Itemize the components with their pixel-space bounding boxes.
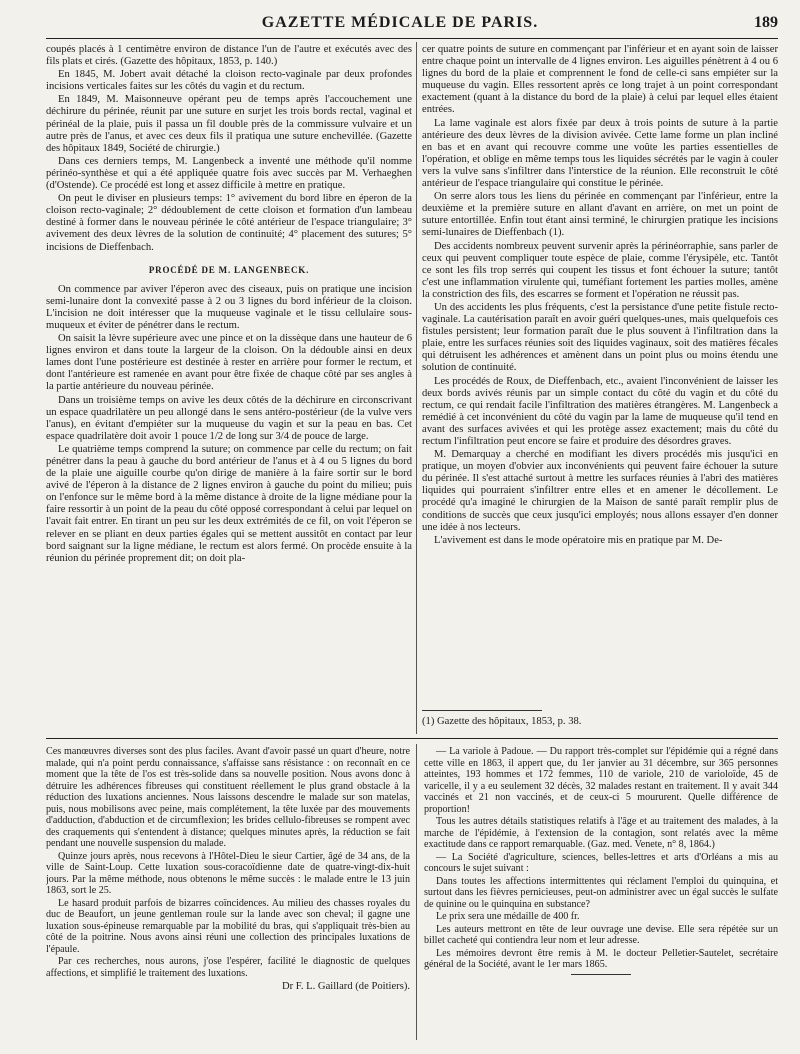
paragraph: Un des accidents les plus fréquents, c'est la persistance d'une petite fistule recto-vaginale. La cautérisation paraît en avoir guéri quelques-unes, mais quelquefois ces fistules persistent; leur formation paraît due le plus souvent à l'infiltration dans la plaie, entre les surfaces réunies soit des liquides vaginaux, soit des matières fécales qui détruisent les adhérences et amènent dans un point plus ou moins étendu une solution de continuité. [422, 301, 778, 374]
paragraph: — La Société d'agriculture, sciences, belles-lettres et arts d'Orléans a mis au concours le sujet suivant : [424, 851, 778, 874]
paragraph: Quinze jours après, nous recevons à l'Hôtel-Dieu le sieur Cartier, âgé de 34 ans, de la ville de Saint-Loup. Cette luxation sous-coracoïdienne date de quatre-vingt-dix-huit jours. Par la même méthode, nous obtenons le même succès : le malade entre le 13 juin 1863, sort le 25. [46, 850, 410, 896]
journal-title: GAZETTE MÉDICALE DE PARIS. [261, 14, 539, 31]
section-divider-rule [46, 738, 778, 739]
paragraph: Les procédés de Roux, de Dieffenbach, etc., avaient l'inconvénient de laisser les deux bords avivés réunis par un simple contact du côté du vagin et du côté du rectum, ce qui rendait facile l'infiltration des matières étrangères. M. Langenbeck a remédié à cet inconvénient du côté du vagin par la lame de muqueuse qu'il tend en avant des surfaces avivées et qui les protège assez exactement; mais du côté du rectum l'infiltration peut encore se faire et produire des désordres graves. [422, 375, 778, 447]
section-heading: PROCÉDÉ DE M. LANGENBECK. [148, 264, 310, 275]
paragraph: Le prix sera une médaille de 400 fr. [436, 911, 580, 922]
paragraph: Dans toutes les affections intermittentes qui réclament l'emploi du quinquina, et surtout dans les fièvres pernicieuses, peut-on administrer avec un égal succès le sulfate de quinine ou le quinquina en substance? [424, 875, 778, 910]
page-number: 189 [754, 14, 778, 31]
paragraph: Tous les autres détails statistiques relatifs à l'âge et au traitement des malades, à la marche de l'épidémie, à l'extension de la contagion, sont relatés avec la même exactitude dans ce rapport remarquable. (Gaz. med. Venete, n° 8, 1864.) [424, 816, 778, 850]
footnote-rule [422, 710, 542, 711]
signature: Dr F. L. Gaillard (de Poitiers). [281, 981, 410, 992]
column-left-top [46, 44, 412, 728]
header-rule [46, 38, 778, 39]
paragraph: Par ces recherches, nous aurons, j'ose l'espérer, facilité le diagnostic de quelques affections, et simplifié le traitement des luxations. [46, 956, 410, 979]
paragraph: Des accidents nombreux peuvent survenir après la périnéorraphie, sans parler de ceux qui peuvent compliquer toute espèce de plaie, comme l'érysipèle, etc. Tantôt ce sont les fils trop serrés qui coupent les tissus et font échouer la suture; tantôt c'est une inflammation virulente qui, tuméfiant fortement les parties molles, amène la constriction des fils, des escarres se forment et l'opération ne réussit pas. [422, 240, 778, 300]
column-right-bottom [424, 746, 778, 1046]
paragraph: On peut le diviser en plusieurs temps: 1° avivement du bord libre en éperon de la cloison recto-vaginale; 2° dédoublement de cette cloison et formation d'un lambeau destiné à former dans le nouveau périnée le côté antérieur de l'espace triangulaire; 3° avivement des deux lèvres de la solution de continuité; 4° placement des sutures; 5° incisions de Dieffenbach. [46, 193, 412, 253]
paragraph: En 1845, M. Jobert avait détaché la cloison recto-vaginale par deux profondes incisions verticales faites sur les côtés du vagin et du rectum. [46, 69, 412, 93]
column-left-bottom [46, 746, 410, 1046]
paragraph: Les auteurs mettront en tête de leur ouvrage une devise. Elle sera répétée sur un billet cacheté qui contiendra leur nom et leur adresse. [424, 923, 778, 946]
end-rule [571, 974, 631, 975]
paragraph: coupés placés à 1 centimètre environ de distance l'un de l'autre et exécutés avec des fils plats et cirés. (Gazette des hôpitaux, 1853, p. 140.) [46, 44, 412, 68]
column-separator-bottom [416, 744, 417, 1040]
paragraph: Le hasard produit parfois de bizarres coïncidences. Au milieu des chasses royales du duc de Beaufort, un jeune gentleman roule sur la lande avec son cheval; il gagne une luxation sous-épineuse remarquable par la mobilité du bras, qui s'appliquait très-bien au côté de la poitrine. Nous avons ainsi réuni une collection des principales luxations de l'épaule. [46, 897, 410, 955]
paragraph: Les mémoires devront être remis à M. le docteur Pelletier-Sautelet, secrétaire général de la Société, avant le 1er mars 1865. [424, 947, 778, 970]
paragraph: Le quatrième temps comprend la suture; on commence par celle du rectum; on fait pénétrer dans la peau à gauche du bord antérieur de l'anus et à 4 ou 5 lignes du bord de la plaie une aiguille courbe qu'on dirige de manière à la faire sortir sur le bord avivé de l'éperon à la distance de 2 lignes environ à gauche du point du milieu; puis on l'enfonce sur le même bord à la même distance à droite de la ligne médiane pour la faire ressortir à un point de la peau du côté opposé correspondant à celui par lequel on l'avait fait entrer. En tirant un peu sur les deux extrémités de ce fil, on voit l'éperon se relever en se pliant en deux parties égales qui se mettent aussitôt en contact par leur bord saignant sur la ligne médiane, le rectum est alors fermé. On procède ensuite à la réunion du périnée proprement dit; on doit pla- [46, 443, 412, 564]
paragraph: En 1849, M. Maisonneuve opérant peu de temps après l'accouchement une déchirure du périnée, réunit par une suture en surjet les trois bords rectal, vaginal et périnéal de la plaie, puis il passa un fil double près de la commissure vulvaire et un autre près de l'anus, et avec ces deux fils il pratiqua une suture enchevillée. (Gazette des hôpitaux 1849, Société de chirurgie.) [46, 94, 412, 154]
paragraph: cer quatre points de suture en commençant par l'inférieur et en ayant soin de laisser entre chaque point un intervalle de 4 lignes environ. Les aiguilles pénètrent à 4 ou 6 lignes du bord de la plaie et comprennent le fond de celle-ci sans empiéter sur la muqueuse du vagin. Elles ressortent après ce long trajet à un point correspondant exactement (quant à la distance du bord de la plaie) à celui par lequel elles étaient entrées. [422, 44, 778, 116]
paragraph: M. Demarquay a cherché en modifiant les divers procédés mis jusqu'ici en pratique, un moyen d'obvier aux inconvénients qui peuvent faire échouer la suture du périnée. Il s'est attaché surtout à mettre les surfaces réunies à l'abri des matières liquides qui pourraient s'infiltrer entre elles et en amener le décollement. Le procédé qu'a imaginé le chirurgien de la Maison de santé paraît remplir plus de conditions de succès que ceux jusqu'ici employés; nous allons essayer d'en donner une idée à nos lecteurs. [422, 449, 778, 533]
column-right-top [422, 44, 778, 694]
paragraph: — La variole à Padoue. — Du rapport très-complet sur l'épidémie qui a régné dans cette ville en 1863, il appert que, du 1er janvier au 31 décembre, sur 365 personnes atteintes, 193 hommes et 172 femmes, 110 de variole, 210 de varioloïde, 45 de varicelle, il y a eu seulement 32 décès, 32 malades restant en traitement. Il y avait 344 vaccinés et 21 non vaccinés, et de ceux-ci 5 moururent. Quelle différence de proportion! [424, 746, 778, 815]
paragraph: On serre alors tous les liens du périnée en commençant par l'inférieur, entre la deuxième et la première suture en allant d'avant en arrière, on met un point de suture entortillée. Enfin tout étant ainsi terminé, le chirurgien pratique les incisions semi-lunaires de Dieffenbach (1). [422, 191, 778, 239]
column-separator-top [416, 42, 417, 734]
paragraph: Dans ces derniers temps, M. Langenbeck a inventé une méthode qu'il nomme périnéo-synthèse et qui a été appliquée quatre fois avec succès par M. Verhaeghen (d'Ostende). Ce procédé est long et assez difficile à mettre en pratique. [46, 155, 412, 192]
footnote: (1) Gazette des hôpitaux, 1853, p. 38. [422, 716, 582, 727]
paragraph: On saisit la lèvre supérieure avec une pince et on la dissèque dans une hauteur de 6 lignes environ et dans toute la largeur de la cloison. On la dédouble ainsi en deux lames dont l'une postérieure est destinée à rester en arrière pour former le rectum, et dont l'antérieure est ramenée en avant pour être fixée de chaque côté par ses angles à la partie antérieure du nouveau périnée. [46, 333, 412, 393]
paragraph: Dans un troisième temps on avive les deux côtés de la déchirure en circonscrivant un espace quadrilatère un peu allongé dans le sens antéro-postérieur (de la vulve vers l'anus), en évitant d'empiéter sur la muqueuse du vagin et sur la peau en bas. Cet espace quadrilatère doit avoir 1 pouce 1/2 de long sur 3/4 de pouce de large. [46, 394, 412, 442]
paragraph: Ces manœuvres diverses sont des plus faciles. Avant d'avoir passé un quart d'heure, notre malade, qui n'a point perdu connaissance, s'affaisse sans résistance : on reconnaît en ce moment que la tête de l'os est très-solide dans sa nouvelle position. Nous avons donc à détruire les adhérences fibreuses qui constituent réellement le plus grand obstacle à la réduction des luxations anciennes. Nous laissons descendre le malade sur son matelas, puis, nous mobilisons avec peine, mais complétement, la tête luxée par des mouvements d'adduction, d'abduction et de circumflexion; les brides cellulo-fibreuses se rompent avec des craquements qui s'entendent à distance; quelques minutes après, la réduction se fait pendant une nouvelle suspension du malade. [46, 746, 410, 849]
paragraph: L'avivement est dans le mode opératoire mis en pratique par M. De- [434, 534, 723, 546]
running-head [22, 14, 778, 36]
paragraph: On commence par aviver l'éperon avec des ciseaux, puis on pratique une incision semi-lunaire dont la convexité passe à 2 ou 3 lignes du bord inférieur de la cloison. L'incision ne doit intéresser que la muqueuse vaginale et le tissu cellulaire sous-muqueux et éviter de pénétrer dans le rectum. [46, 283, 412, 331]
paragraph: La lame vaginale est alors fixée par deux à trois points de suture à la partie antérieure des deux lèvres de la division avivée. Cette lame forme un plan incliné en bas et en avant qui recouvre comme une voûte les parties essentielles de l'opération, et oblige en même temps tous les liquides sécrétés par le vagin à couler vers la vulve sans s'infiltrer dans l'interstice de la réunion. Elle reconstruit le côté antérieur de l'espace triangulaire qui constitue le périnée. [422, 117, 778, 190]
